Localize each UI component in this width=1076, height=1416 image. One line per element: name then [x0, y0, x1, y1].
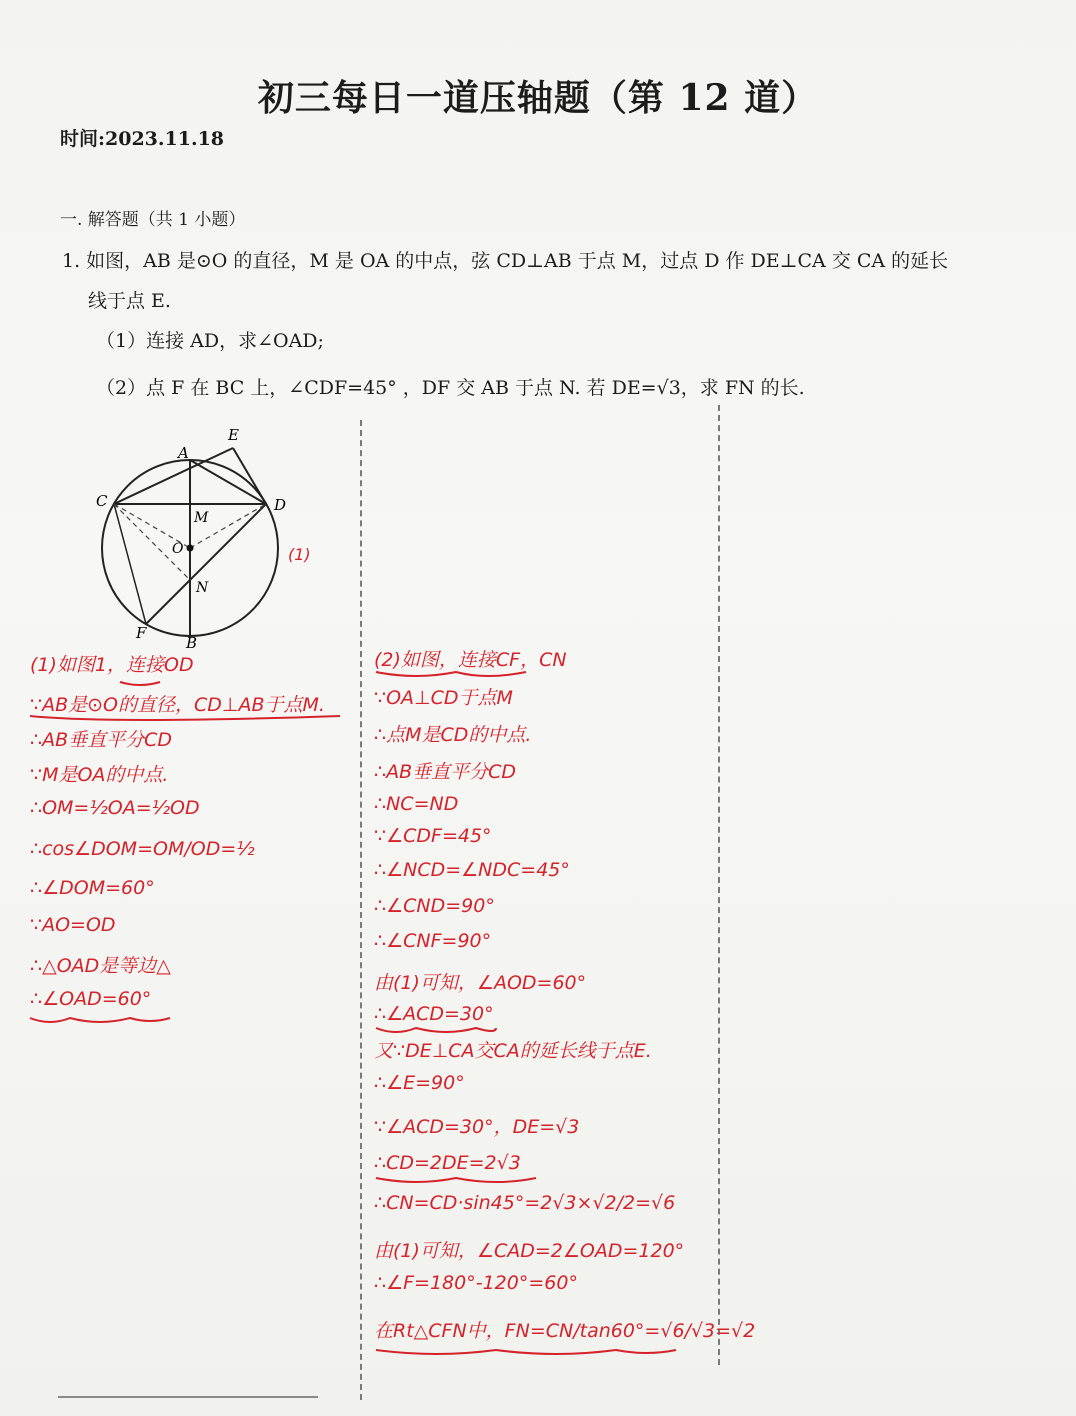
question-part-2: （2）点 F 在 BC 上，∠CDF=45° ，DF 交 AB 于点 N. 若 DE=√3，求 FN 的长.	[96, 377, 805, 399]
right-solution-line: ∴点M是CD的中点.	[374, 724, 532, 746]
label-b: B	[186, 634, 198, 650]
left-solution-line: ∴OM=½OA=½OD	[30, 797, 200, 819]
left-solution-line: ∵M是OA的中点.	[30, 764, 169, 786]
question-part-1: （1）连接 AD，求∠OAD;	[96, 330, 324, 352]
left-solution-line: ∴cos∠DOM=OM/OD=½	[30, 838, 255, 860]
right-solution-line: ∴∠CNF=90°	[374, 930, 492, 952]
right-solution-line: 又∵DE⊥CA交CA的延长线于点E.	[374, 1040, 652, 1062]
right-solution-line: ∴CN=CD·sin45°=2√3×√2/2=√6	[374, 1192, 676, 1214]
label-c: C	[96, 492, 108, 510]
center-point	[187, 545, 194, 552]
right-solution-line: ∴AB垂直平分CD	[374, 761, 517, 783]
left-solution-line: ∴△OAD是等边△	[30, 955, 171, 977]
left-solution-line: (1)如图1，连接OD	[30, 654, 194, 676]
left-solution-line: ∵AO=OD	[30, 914, 116, 936]
segment-ad	[190, 460, 266, 504]
left-solution-line: ∴∠DOM=60°	[30, 877, 155, 899]
right-solution-line: ∵∠CDF=45°	[374, 825, 492, 847]
question-line-1: 1. 如图，AB 是⊙O 的直径，M 是 OA 的中点，弦 CD⊥AB 于点 M，过点 D 作 DE⊥CA 交 CA 的延长	[62, 250, 949, 272]
label-n: N	[196, 580, 209, 596]
right-solution-line: 由(1)可知，∠AOD=60°	[374, 972, 587, 994]
label-m: M	[194, 510, 209, 526]
right-solution-line: ∴∠F=180°-120°=60°	[374, 1272, 578, 1294]
right-solution-line: 由(1)可知，∠CAD=2∠OAD=120°	[374, 1240, 685, 1262]
right-solution-line: ∴∠E=90°	[374, 1072, 465, 1094]
question-line-2: 线于点 E.	[88, 290, 171, 312]
label-o: O	[172, 541, 184, 557]
right-solution-line: ∴NC=ND	[374, 793, 459, 815]
label-e: E	[228, 426, 239, 444]
bottom-edge-line	[58, 1396, 318, 1398]
page-title: 初三每日一道压轴题（第 12 道）	[257, 77, 819, 119]
label-f: F	[136, 624, 147, 642]
geometry-figure	[90, 420, 390, 650]
right-solution-line: (2)如图，连接CF，CN	[374, 649, 567, 671]
date-line: 时间:2023.11.18	[60, 128, 225, 150]
right-solution-line: ∴CD=2DE=2√3	[374, 1152, 521, 1174]
right-solution-line: ∴∠CND=90°	[374, 895, 495, 917]
left-solution-line: ∴∠OAD=60°	[30, 988, 152, 1010]
right-solution-line: ∴∠ACD=30°	[374, 1003, 494, 1025]
left-solution-line: ∵AB是⊙O的直径，CD⊥AB于点M.	[30, 694, 325, 716]
right-solution-line: ∵∠ACD=30°，DE=√3	[374, 1116, 580, 1138]
right-solution-line: 在Rt△CFN中，FN=CN/tan60°=√6/√3=√2	[374, 1320, 756, 1342]
segment-cf	[114, 504, 146, 624]
right-solution-line: ∵OA⊥CD于点M	[374, 687, 513, 709]
segment-ca-extended	[114, 448, 233, 504]
section-heading: 一. 解答题（共 1 小题）	[60, 210, 246, 230]
right-solution-line: ∴∠NCD=∠NDC=45°	[374, 859, 570, 881]
left-solution-line: ∴AB垂直平分CD	[30, 729, 173, 751]
left-underlines	[20, 660, 380, 1060]
label-d: D	[274, 496, 287, 514]
figure-tag: (1)	[288, 545, 311, 564]
right-underlines	[366, 650, 726, 1370]
label-a: A	[178, 444, 189, 462]
